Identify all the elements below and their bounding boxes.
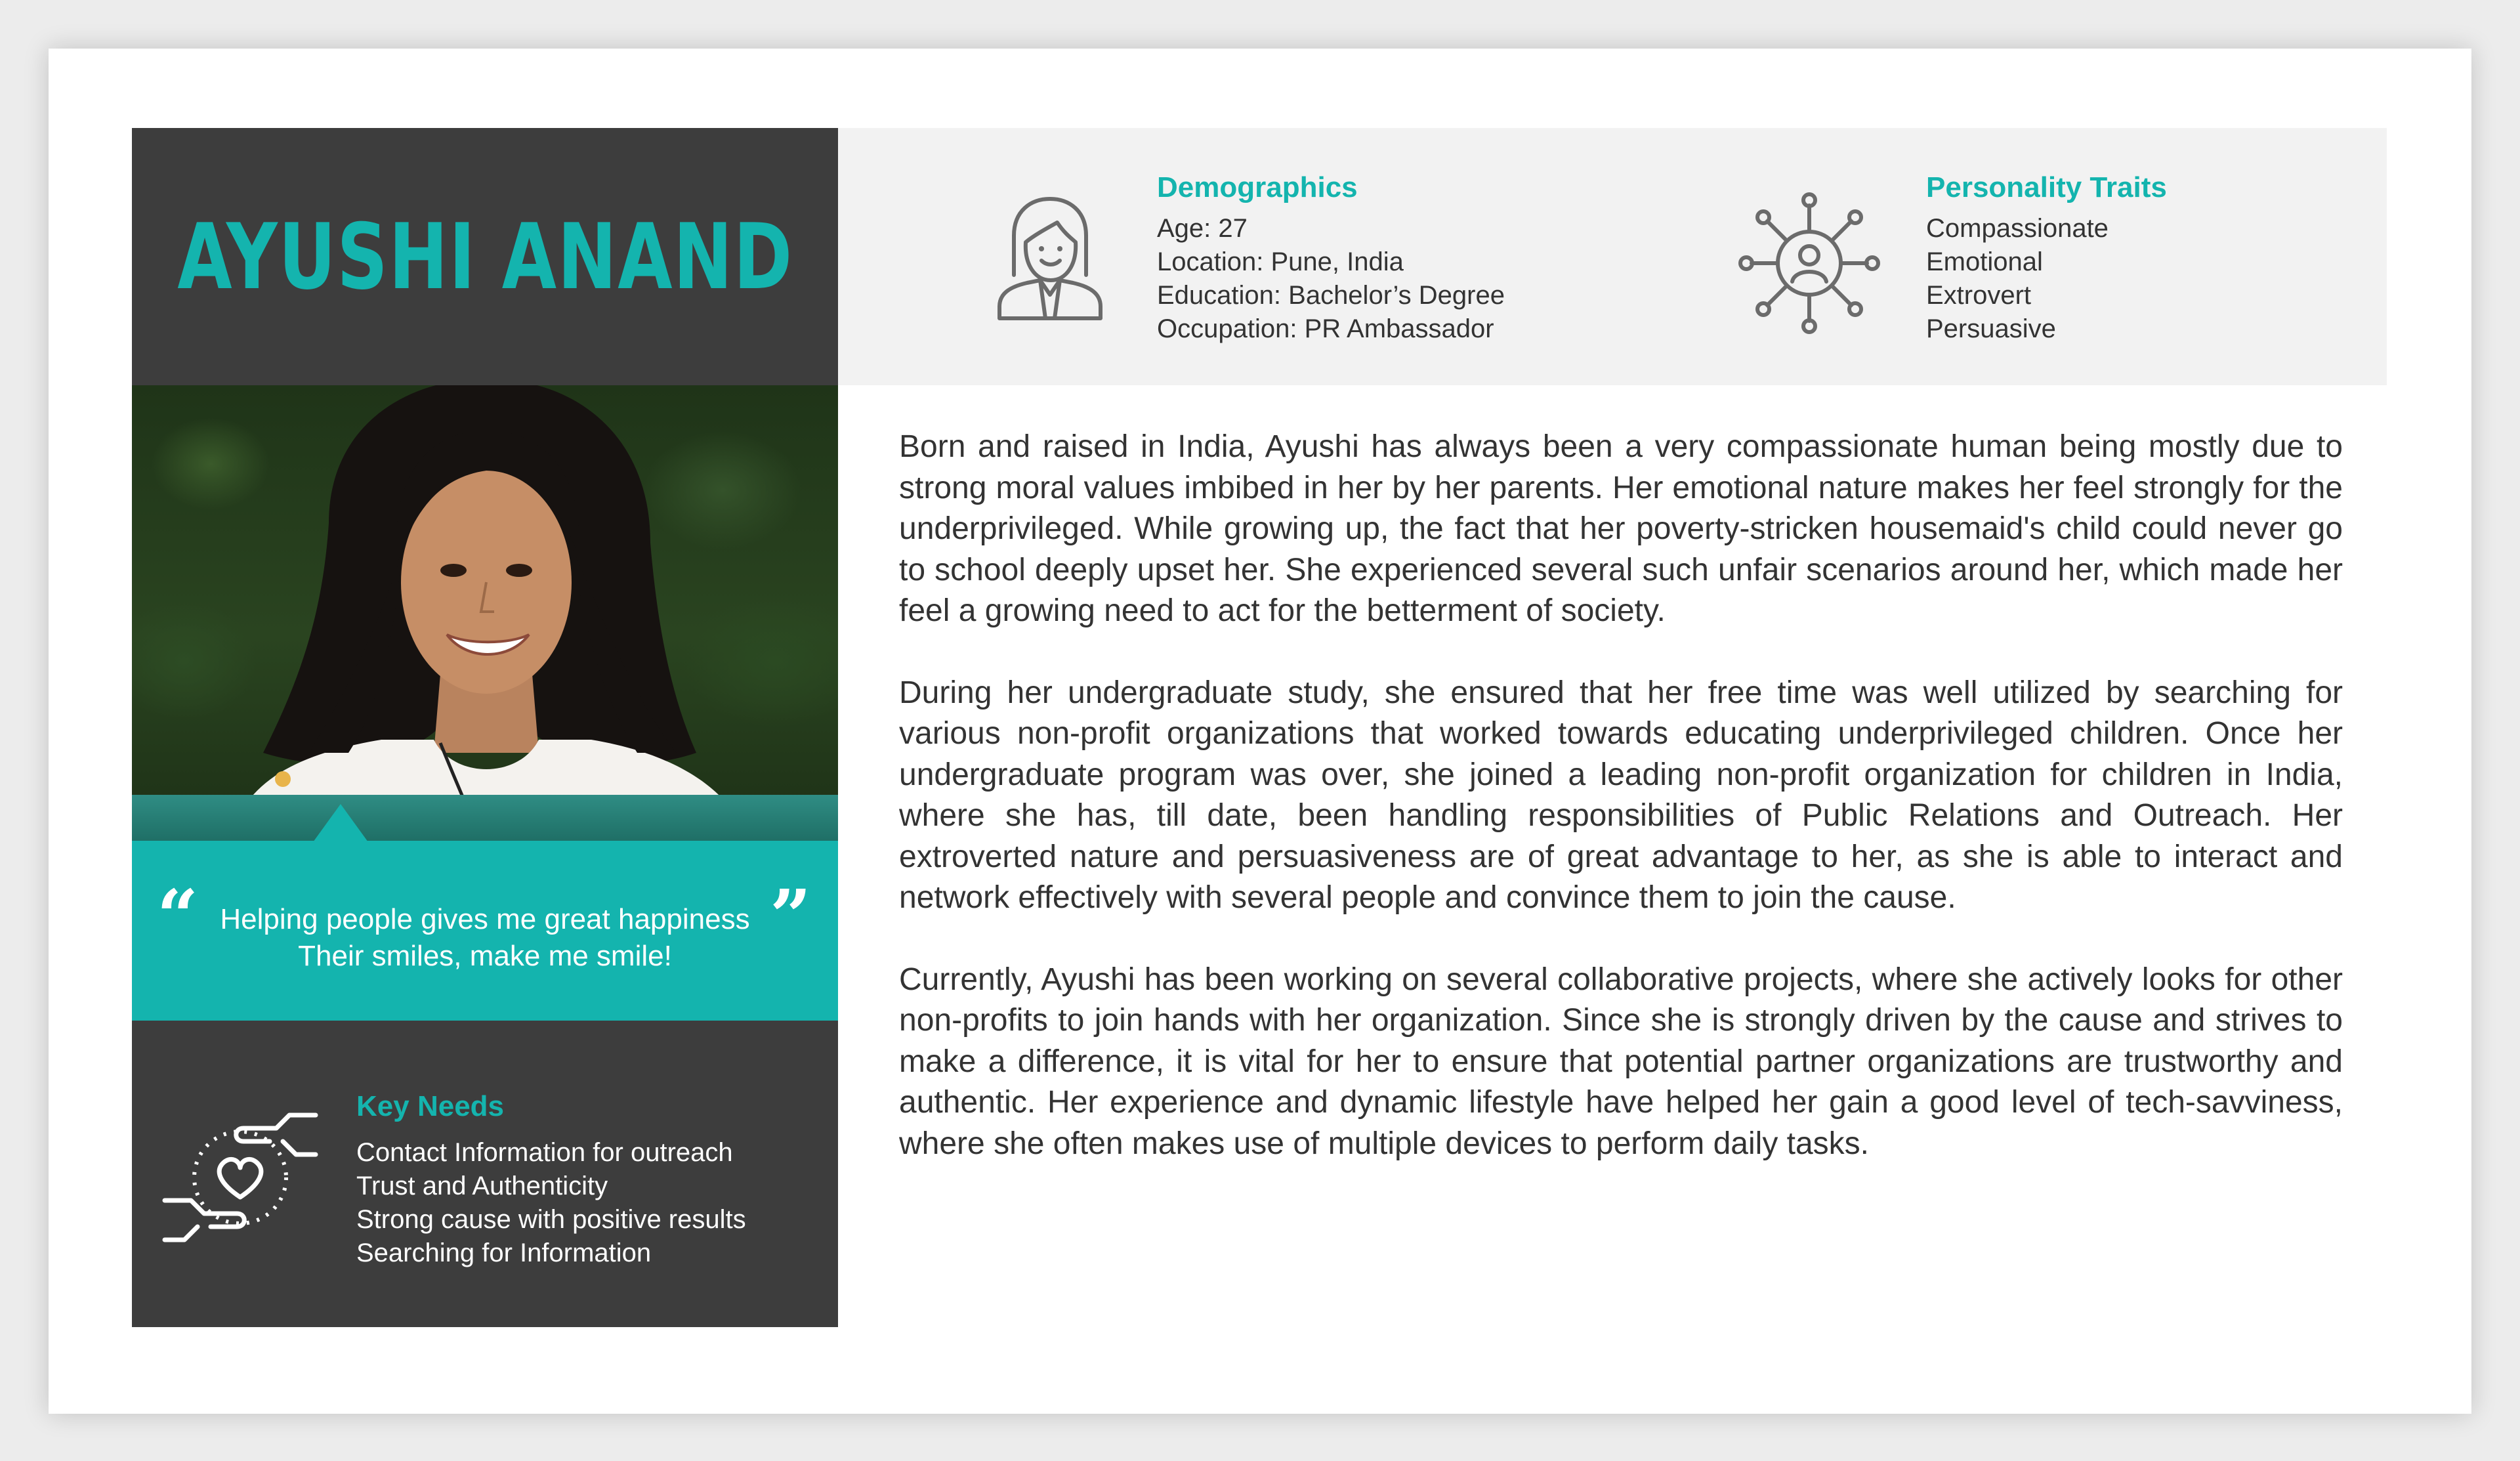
- personality-item: Extrovert: [1926, 281, 2032, 310]
- close-quote-icon: ”: [770, 874, 812, 958]
- bio-paragraph: During her undergraduate study, she ensured that her free time was well utilized by searching for various non-profit organizations that worked towards educating underprivileged children. Once her undergraduate program was over, she joined a leading non-profit organization for children in India, where she has, till date, been handling responsibilities of Public Relations and Outreach. Her extroverted nature and persuasiveness are of great advantage to her, as she is able to interact and network effectively with several people and convince them to join the cause.: [899, 675, 2343, 915]
- name-header: [132, 128, 838, 385]
- key-need-item: Strong cause with positive results: [356, 1205, 746, 1234]
- key-need-item: Trust and Authenticity: [356, 1172, 608, 1200]
- quote-line-1: Helping people gives me great happiness: [220, 903, 750, 935]
- persona-name: AYUSHI ANAND: [177, 203, 793, 310]
- demographics-list: [1157, 212, 1505, 346]
- open-quote-icon: “: [157, 874, 199, 958]
- key-needs-list: [356, 1136, 746, 1270]
- left-panel: [132, 128, 838, 1327]
- portrait-illustration: [132, 385, 838, 841]
- personality-list: [1926, 212, 2109, 346]
- persona-bio: [899, 427, 2343, 1205]
- persona-quote: [132, 901, 838, 975]
- key-needs-title: Key Needs: [356, 1090, 505, 1122]
- demographics-title: Demographics: [1157, 171, 1358, 203]
- network-person-icon: [1737, 191, 1881, 335]
- personality-item: Persuasive: [1926, 314, 2056, 343]
- key-needs-section: [132, 1021, 838, 1327]
- summary-band: [838, 128, 2387, 385]
- bio-paragraph: Currently, Ayushi has been working on several collaborative projects, where she actively looks for other non-profits to join hands with her organization. Since she is strongly driven by the cause and strives to make a difference, it is vital for her to ensure that potential partner organizations are trustworthy and authentic. Her experience and dynamic lifestyle have helped her gain a good level of tech-savviness, where she often makes use of multiple devices to perform daily tasks.: [899, 962, 2343, 1161]
- quote-box: [132, 841, 838, 1021]
- demographics-item: Location: Pune, India: [1157, 247, 1404, 276]
- woman-avatar-icon: [994, 196, 1106, 321]
- key-need-item: Contact Information for outreach: [356, 1138, 733, 1167]
- personality-item: Compassionate: [1926, 214, 2109, 243]
- photo-bench-strip: [132, 795, 838, 841]
- demographics-item: Education: Bachelor’s Degree: [1157, 281, 1505, 310]
- quote-notch: [313, 804, 368, 842]
- quote-line-2: Their smiles, make me smile!: [298, 940, 672, 972]
- personality-item: Emotional: [1926, 247, 2043, 276]
- bio-paragraph: Born and raised in India, Ayushi has always been a very compassionate human being mostly due to strong moral values imbibed in her by her parents. Her emotional nature makes her feel strongly for the underprivileged. While growing up, the fact that her poverty-stricken housemaid's child could never go to school deeply upset her. She experienced several such unfair scenarios around her, which made her feel a growing need to act for the betterment of society.: [899, 429, 2343, 628]
- key-need-item: Searching for Information: [356, 1239, 652, 1267]
- personality-title: Personality Traits: [1926, 171, 2167, 203]
- persona-photo: [132, 385, 838, 841]
- demographics-item: Age: 27: [1157, 214, 1248, 243]
- hands-heart-icon: [158, 1109, 322, 1246]
- demographics-item: Occupation: PR Ambassador: [1157, 314, 1494, 343]
